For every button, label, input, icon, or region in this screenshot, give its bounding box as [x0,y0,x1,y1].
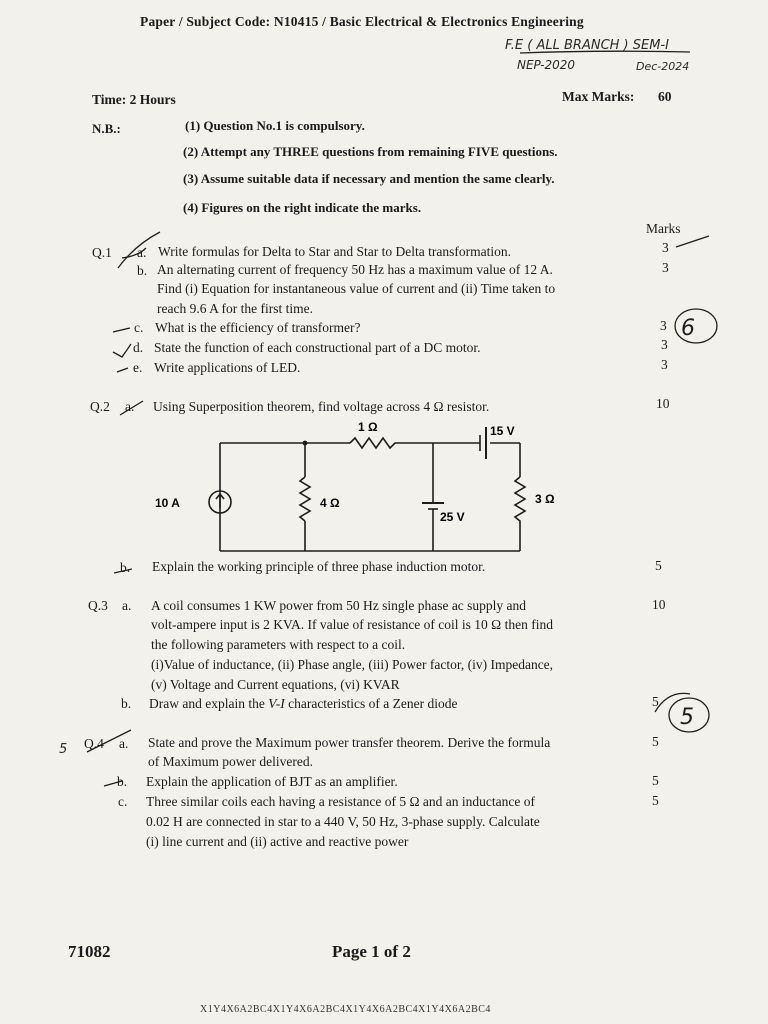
q2a-label: a. [125,399,135,414]
tick-mark-icon [117,368,128,372]
q1e-text: Write applications of LED. [154,360,301,375]
tick-mark-icon [87,730,131,752]
q3-number: Q.3 [88,598,108,613]
q4-handwritten-mark: 5 [59,742,68,757]
q1b-text-line: An alternating current of frequency 50 Hz has a maximum value of 12 A. [157,262,553,277]
tick-mark-icon [104,781,122,786]
q1c-marks: 3 [660,318,667,333]
q2a-text: Using Superposition theorem, find voltage across 4 Ω resistor. [153,399,490,414]
paper-title: Paper / Subject Code: N10415 / Basic Electrical & Electronics Engineering [140,14,584,29]
q3b-text-pre: Draw and explain the [149,696,269,711]
nb-item: (3) Assume suitable data if necessary and mention the same clearly. [183,171,555,186]
handwritten-underline [520,51,690,53]
q1e-marks: 3 [661,357,668,372]
max-marks-value: 60 [658,89,672,104]
tick-mark-icon [113,344,131,357]
marks-column-header: Marks [646,221,681,236]
q1b-marks: 3 [662,260,669,275]
q4a-label: a. [119,736,129,751]
security-code-strip: X1Y4X6A2BC4X1Y4X6A2BC4X1Y4X6A2BC4X1Y4X6A2BC4 [200,1004,491,1015]
circuit-label-1-ohm: 1 Ω [358,420,378,434]
tick-mark-icon [114,569,132,573]
q2b-text: Explain the working principle of three phase induction motor. [152,559,486,574]
q2a-marks: 10 [656,396,670,411]
q4c-text-line: (i) line current and (ii) active and reactive power [146,834,409,849]
q1d-marks: 3 [661,337,668,352]
q4a-text-line: of Maximum power delivered. [148,754,313,769]
q3b-text-vi: V-I [268,696,285,711]
q4c-label: c. [118,794,128,809]
q3b-label: b. [121,696,132,711]
q1-number: Q.1 [92,245,112,260]
handwritten-nep-note: NEP-2020 [517,58,576,72]
q3a-text-line: A coil consumes 1 KW power from 50 Hz single phase ac supply and [151,598,527,613]
tick-mark-icon [113,328,130,332]
q1d-label: d. [133,340,144,355]
q1a-text: Write formulas for Delta to Star and Star to Delta transformation. [158,244,511,259]
q4c-marks: 5 [652,793,659,808]
page-number: Page 1 of 2 [332,942,411,961]
q2b-marks: 5 [655,558,662,573]
nb-item: (4) Figures on the right indicate the marks. [183,200,422,215]
q1e-label: e. [133,360,143,375]
q1b-text-line: reach 9.6 A for the first time. [157,301,313,316]
q4c-text-line: Three similar coils each having a resistance of 5 Ω and an inductance of [146,794,536,809]
q4a-text-line: State and prove the Maximum power transfer theorem. Derive the formula [148,735,551,750]
nb-item: (2) Attempt any THREE questions from remaining FIVE questions. [183,144,558,159]
q3a-marks: 10 [652,597,666,612]
q4-number: Q.4 [84,736,104,751]
circuit-label-15v: 15 V [490,424,515,438]
q4a-marks: 5 [652,734,659,749]
nb-label: N.B.: [92,121,121,136]
q1a-marks: 3 [662,240,669,255]
q3a-text-line: the following parameters with respect to a coil. [151,637,406,652]
q4b-label: b. [117,774,128,789]
q3b-marks: 5 [652,694,659,709]
tick-mark-icon [120,401,143,415]
circled-score-q3: 5 [680,705,694,730]
q1d-text: State the function of each constructional part of a DC motor. [154,340,481,355]
q3a-text-line: (v) Voltage and Current equations, (vi) KVAR [151,677,400,692]
circled-score-q1: 6 [681,316,695,341]
tick-mark-icon [118,232,160,268]
q1c-text: What is the efficiency of transformer? [155,320,361,335]
q4b-text: Explain the application of BJT as an amplifier. [146,774,398,789]
q3b-text-post: characteristics of a Zener diode [284,696,458,711]
handwritten-branch-note: F.E ( ALL BRANCH ) SEM-I [505,38,669,53]
q1b-label: b. [137,263,148,278]
nb-item: (1) Question No.1 is compulsory. [185,118,365,133]
q3a-label: a. [122,598,132,613]
q2-number: Q.2 [90,399,110,414]
handwritten-date-note: Dec-2024 [636,60,690,73]
q1a-label: a. [137,245,147,260]
max-marks-label: Max Marks: [562,89,635,104]
circuit-label-10a: 10 A [155,496,180,510]
circuit-label-3-ohm: 3 Ω [535,492,555,506]
exam-time: Time: 2 Hours [92,92,176,107]
paper-code: 71082 [68,942,111,961]
q1b-text-line: Find (i) Equation for instantaneous value of current and (ii) Time taken to [157,281,556,296]
q3a-text-line: volt-ampere input is 2 KVA. If value of resistance of coil is 10 Ω then find [151,617,553,632]
q4b-marks: 5 [652,773,659,788]
circuit-label-25v: 25 V [440,510,465,524]
tick-mark-icon [676,236,709,247]
q2b-label: b. [120,560,131,575]
q4c-text-line: 0.02 H are connected in star to a 440 V, 50 Hz, 3-phase supply. Calculate [146,814,540,829]
q3a-text-line: (i)Value of inductance, (ii) Phase angle, (iii) Power factor, (iv) Impedance, [151,657,554,672]
circuit-label-4-ohm: 4 Ω [320,496,340,510]
q1c-label: c. [134,320,144,335]
